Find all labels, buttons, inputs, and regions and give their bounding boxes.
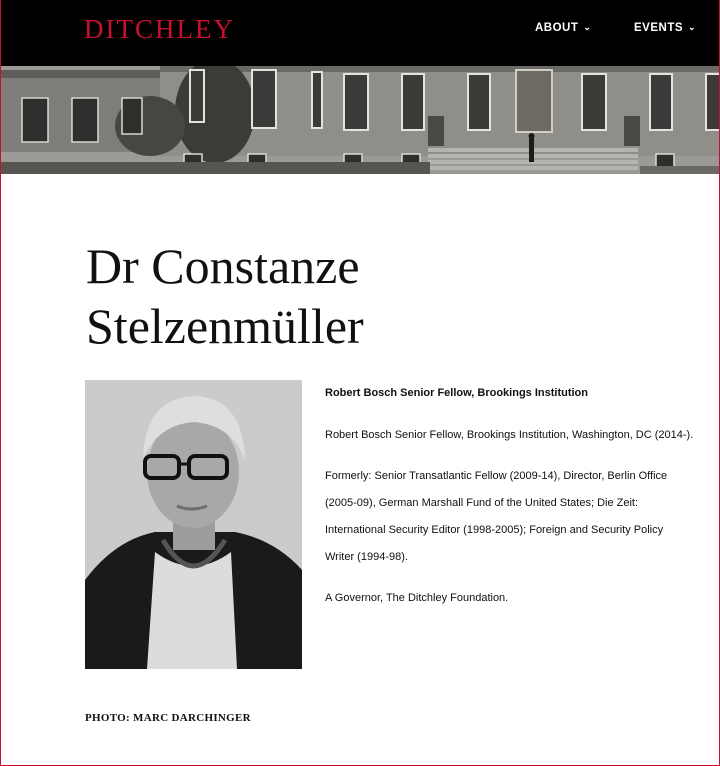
name-line-2: Stelzenmüller bbox=[86, 298, 364, 354]
bio-paragraph: A Governor, The Ditchley Foundation. bbox=[325, 592, 509, 604]
page-title bbox=[86, 236, 606, 356]
chevron-down-icon: ⌄ bbox=[583, 22, 592, 32]
site-logo[interactable]: DITCHLEY bbox=[84, 14, 235, 44]
bio-paragraph: Formerly: Senior Transatlantic Fellow (2009-14), Director, Berlin Office (2005-09), German Marshall Fund of the United States; Die Zeit: International Security Editor (1998-2005); Foreign and Security Policy Writer (1994-98). bbox=[325, 470, 668, 563]
role-heading: Robert Bosch Senior Fellow, Brookings Institution bbox=[325, 387, 588, 399]
site-header bbox=[0, 0, 720, 66]
nav-about[interactable] bbox=[535, 22, 591, 34]
bio-section bbox=[325, 380, 695, 626]
nav-events[interactable] bbox=[634, 22, 696, 34]
hero-banner-image bbox=[0, 66, 720, 174]
name-line-1: Dr Constanze bbox=[86, 238, 360, 294]
nav-events-label: EVENTS bbox=[634, 22, 684, 34]
nav-about-label: ABOUT bbox=[535, 22, 579, 34]
bio-paragraph: Robert Bosch Senior Fellow, Brookings Institution, Washington, DC (2014-). bbox=[325, 429, 694, 441]
chevron-down-icon: ⌄ bbox=[688, 22, 697, 32]
photo-credit: PHOTO: MARC DARCHINGER bbox=[85, 712, 251, 724]
portrait-photo bbox=[85, 380, 302, 669]
